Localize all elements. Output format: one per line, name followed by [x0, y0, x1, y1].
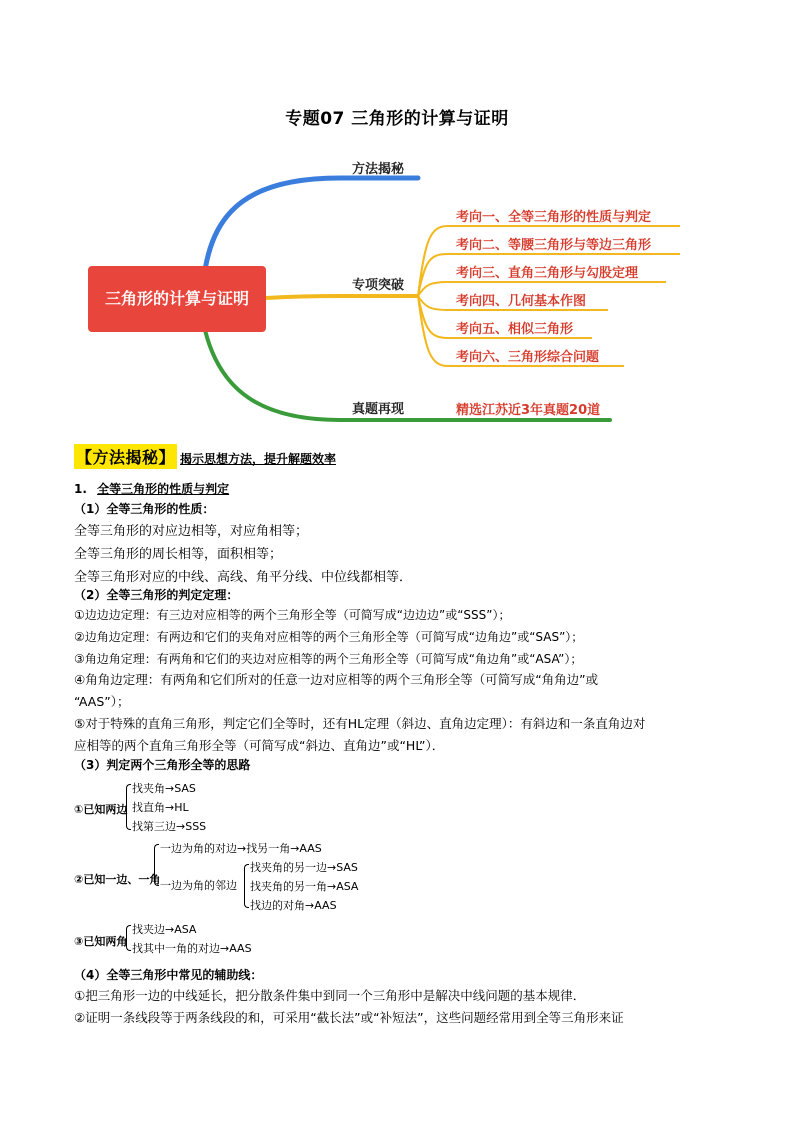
tree-1-item-2: 找直角→HL [132, 801, 189, 814]
section-subtitle: 揭示思想方法，提升解题效率 [180, 452, 337, 466]
section-heading [74, 444, 336, 469]
p2-line-2: ②边角边定理：有两边和它们的夹角对应相等的两个三角形全等（可简写成“边角边”或“SAS”）； [74, 630, 584, 644]
topic-1: 考向一、全等三角形的性质与判定 [456, 210, 652, 225]
section-tag: 【方法揭秘】 [74, 444, 177, 469]
real-exam-leaf: 精选江苏近3年真题20道 [456, 403, 601, 418]
tree-2-item-2: 找夹角的另一角→ASA [250, 880, 359, 893]
p4-line-1: ①把三角形一边的中线延长，把分散条件集中到同一个三角形中是解决中线问题的基本规律． [74, 988, 586, 1003]
branch-line-method [205, 178, 418, 270]
branch-line-topics [266, 296, 418, 298]
p2-line-3: ③角边角定理：有两角和它们的夹边对应相等的两个三角形全等（可简写成“角边角”或“ASA”）； [74, 652, 583, 666]
tree-two-angles [74, 920, 374, 960]
p2-line-5a: ⑤对于特殊的直角三角形，判定它们全等时，还有HL定理（斜边、直角边定理）：有斜边和一条直角边对 [74, 716, 646, 731]
p1-line-1: 全等三角形的对应边相等，对应角相等； [74, 524, 309, 539]
tree-1-label: ①已知两边 [74, 803, 128, 816]
topic-5: 考向五、相似三角形 [456, 322, 574, 337]
tree-1-brace [126, 784, 131, 830]
tree-two-sides [74, 780, 374, 836]
tree-3-item-1: 找夹边→ASA [132, 923, 197, 936]
tree-1-item-3: 找第三边→SSS [132, 820, 207, 833]
p2-line-4b: “AAS”）； [74, 694, 130, 709]
branch-topics: 专项突破 [352, 278, 405, 293]
tree-3-label: ③已知两角 [74, 935, 128, 948]
p4-title: （4）全等三角形中常见的辅助线： [74, 968, 263, 982]
tree-2-opposite: 一边为角的对边→找另一角→AAS [160, 842, 322, 855]
tree-1-item-1: 找夹角→SAS [132, 782, 196, 795]
heading-1-number: 1. [74, 482, 87, 496]
p3-title: （3）判定两个三角形全等的思路 [74, 758, 251, 772]
p2-line-4a: ④角角边定理：有两角和它们所对的任意一边对应相等的两个三角形全等（可简写成“角角边”或 [74, 672, 599, 687]
tree-2-item-3: 找边的对角→AAS [250, 899, 337, 912]
topic-3: 考向三、直角三角形与勾股定理 [456, 266, 639, 281]
tree-2-item-1: 找夹角的另一边→SAS [250, 861, 358, 874]
branch-exam: 真题再现 [352, 402, 405, 417]
p2-title: （2）全等三角形的判定定理： [74, 588, 239, 602]
p2-line-5b: 应相等的两个直角三角形全等（可简写成“斜边、直角边”或“HL”）． [74, 738, 445, 753]
tree-2-label: ②已知一边、一角 [74, 873, 161, 886]
tree-one-side-one-angle [74, 838, 394, 914]
tree-2-adjacent: 一边为角的邻边 [160, 879, 237, 892]
tree-2-sub-brace [244, 864, 249, 908]
tree-2-brace [154, 844, 159, 886]
p1-line-2: 全等三角形的周长相等，面积相等； [74, 547, 283, 562]
topic-2: 考向二、等腰三角形与等边三角形 [456, 238, 652, 253]
mind-map [0, 140, 794, 430]
topic-6: 考向六、三角形综合问题 [456, 350, 600, 365]
heading-1 [74, 480, 229, 497]
topic-4: 考向四、几何基本作图 [456, 294, 587, 309]
heading-1-text: 全等三角形的性质与判定 [97, 482, 230, 496]
p4-line-2: ②证明一条线段等于两条线段的和，可采用“截长法”或“补短法”，这些问题经常用到全等三角形来证 [74, 1010, 624, 1025]
branch-method: 方法揭秘 [352, 162, 405, 177]
mind-map-root: 三角形的计算与证明 [88, 266, 266, 332]
tree-3-item-2: 找其中一角的对边→AAS [132, 942, 252, 955]
p2-line-1: ①边边边定理：有三边对应相等的两个三角形全等（可简写成“边边边”或“SSS”）； [74, 608, 511, 622]
tree-3-brace [126, 925, 131, 951]
p1-title: （1）全等三角形的性质： [74, 502, 215, 516]
page-title: 专题07 三角形的计算与证明 [285, 109, 509, 129]
p1-line-3: 全等三角形对应的中线、高线、角平分线、中位线都相等． [74, 570, 413, 585]
